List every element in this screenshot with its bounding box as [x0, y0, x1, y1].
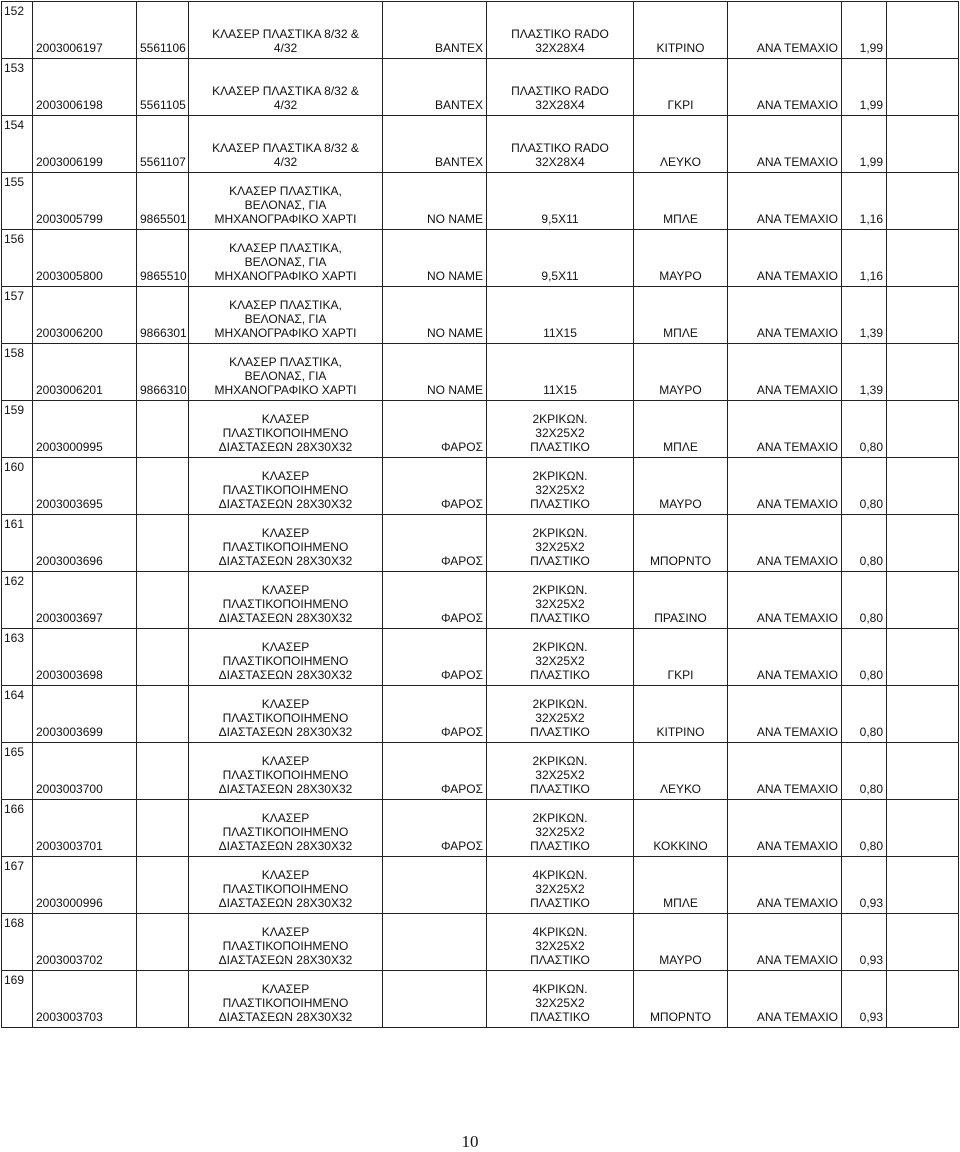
price-cell: 1,16 — [842, 230, 887, 287]
blank-cell — [887, 914, 959, 971]
ref-code-cell: 9865510 — [137, 230, 189, 287]
table-row — [2, 686, 959, 743]
brand-cell: ΦΑΡΟΣ — [383, 515, 487, 572]
unit-cell: ΑΝΑ ΤΕΜΑΧΙΟ — [728, 971, 842, 1028]
unit-cell: ΑΝΑ ΤΕΜΑΧΙΟ — [728, 686, 842, 743]
spec-cell: ΠΛΑΣΤΙΚΟ RADO 32Χ28Χ4 — [487, 59, 634, 116]
spec-cell: 9,5Χ11 — [487, 173, 634, 230]
blank-cell — [887, 2, 959, 59]
blank-cell — [887, 59, 959, 116]
unit-cell: ΑΝΑ ΤΕΜΑΧΙΟ — [728, 800, 842, 857]
spec-cell: 4ΚΡΙΚΩΝ. 32Χ25Χ2 ΠΛΑΣΤΙΚΟ — [487, 971, 634, 1028]
row-number-cell: 156 — [2, 230, 33, 287]
unit-cell: ΑΝΑ ΤΕΜΑΧΙΟ — [728, 515, 842, 572]
table-row — [2, 344, 959, 401]
color-cell: ΜΑΥΡΟ — [634, 230, 728, 287]
unit-cell: ΑΝΑ ΤΕΜΑΧΙΟ — [728, 116, 842, 173]
unit-cell: ΑΝΑ ΤΕΜΑΧΙΟ — [728, 743, 842, 800]
brand-cell: ΦΑΡΟΣ — [383, 629, 487, 686]
color-cell: ΛΕΥΚΟ — [634, 116, 728, 173]
spec-cell: 2ΚΡΙΚΩΝ. 32Χ25Χ2 ΠΛΑΣΤΙΚΟ — [487, 743, 634, 800]
row-number-cell: 158 — [2, 344, 33, 401]
table-row — [2, 173, 959, 230]
row-number-cell: 161 — [2, 515, 33, 572]
table-row — [2, 2, 959, 59]
table-row — [2, 971, 959, 1028]
spec-cell: 11Χ15 — [487, 287, 634, 344]
row-number-cell: 168 — [2, 914, 33, 971]
table-row — [2, 287, 959, 344]
table-row — [2, 458, 959, 515]
color-cell: ΛΕΥΚΟ — [634, 743, 728, 800]
table-row — [2, 230, 959, 287]
ref-code-cell — [137, 914, 189, 971]
blank-cell — [887, 515, 959, 572]
blank-cell — [887, 401, 959, 458]
code-cell: 2003003697 — [33, 572, 137, 629]
brand-cell: ΒΑΝΤΕΧ — [383, 59, 487, 116]
row-number-cell: 163 — [2, 629, 33, 686]
brand-cell: ΝΟ ΝΑΜΕ — [383, 287, 487, 344]
color-cell: ΜΠΟΡΝΤΟ — [634, 515, 728, 572]
ref-code-cell: 9865501 — [137, 173, 189, 230]
code-cell: 2003003695 — [33, 458, 137, 515]
price-cell: 0,93 — [842, 971, 887, 1028]
color-cell: ΜΑΥΡΟ — [634, 344, 728, 401]
color-cell: ΜΠΛΕ — [634, 287, 728, 344]
spec-cell: 11Χ15 — [487, 344, 634, 401]
code-cell: 2003003699 — [33, 686, 137, 743]
description-cell: ΚΛΑΣΕΡ ΠΛΑΣΤΙΚΟΠΟΙΗΜΕΝΟ ΔΙΑΣΤΑΣΕΩΝ 28Χ30Χ32 — [189, 971, 383, 1028]
ref-code-cell: 9866310 — [137, 344, 189, 401]
table-row — [2, 800, 959, 857]
spec-cell: ΠΛΑΣΤΙΚΟ RADO 32Χ28Χ4 — [487, 116, 634, 173]
row-number-cell: 164 — [2, 686, 33, 743]
ref-code-cell: 9866301 — [137, 287, 189, 344]
price-cell: 0,80 — [842, 401, 887, 458]
description-cell: ΚΛΑΣΕΡ ΠΛΑΣΤΙΚΟΠΟΙΗΜΕΝΟ ΔΙΑΣΤΑΣΕΩΝ 28Χ30Χ32 — [189, 401, 383, 458]
row-number-cell: 157 — [2, 287, 33, 344]
brand-cell: ΝΟ ΝΑΜΕ — [383, 173, 487, 230]
spec-cell: 9,5Χ11 — [487, 230, 634, 287]
ref-code-cell: 5561107 — [137, 116, 189, 173]
ref-code-cell — [137, 515, 189, 572]
spec-cell: 2ΚΡΙΚΩΝ. 32Χ25Χ2 ΠΛΑΣΤΙΚΟ — [487, 686, 634, 743]
price-cell: 0,93 — [842, 857, 887, 914]
ref-code-cell — [137, 743, 189, 800]
code-cell: 2003005800 — [33, 230, 137, 287]
table-row — [2, 59, 959, 116]
price-cell: 0,80 — [842, 572, 887, 629]
row-number-cell: 162 — [2, 572, 33, 629]
description-cell: ΚΛΑΣΕΡ ΠΛΑΣΤΙΚΑ 8/32 & 4/32 — [189, 59, 383, 116]
spec-cell: 2ΚΡΙΚΩΝ. 32Χ25Χ2 ΠΛΑΣΤΙΚΟ — [487, 800, 634, 857]
code-cell: 2003006200 — [33, 287, 137, 344]
price-cell: 0,80 — [842, 515, 887, 572]
blank-cell — [887, 743, 959, 800]
ref-code-cell: 5561105 — [137, 59, 189, 116]
code-cell: 2003006201 — [33, 344, 137, 401]
blank-cell — [887, 116, 959, 173]
code-cell: 2003003702 — [33, 914, 137, 971]
spec-cell: 2ΚΡΙΚΩΝ. 32Χ25Χ2 ΠΛΑΣΤΙΚΟ — [487, 401, 634, 458]
product-table — [1, 1, 959, 1028]
brand-cell: ΦΑΡΟΣ — [383, 743, 487, 800]
price-cell: 0,80 — [842, 800, 887, 857]
table-row — [2, 572, 959, 629]
price-cell: 0,80 — [842, 629, 887, 686]
table-row — [2, 914, 959, 971]
brand-cell: ΦΑΡΟΣ — [383, 401, 487, 458]
description-cell: ΚΛΑΣΕΡ ΠΛΑΣΤΙΚΟΠΟΙΗΜΕΝΟ ΔΙΑΣΤΑΣΕΩΝ 28Χ30Χ32 — [189, 686, 383, 743]
description-cell: ΚΛΑΣΕΡ ΠΛΑΣΤΙΚΟΠΟΙΗΜΕΝΟ ΔΙΑΣΤΑΣΕΩΝ 28Χ30Χ32 — [189, 572, 383, 629]
table-row — [2, 515, 959, 572]
blank-cell — [887, 971, 959, 1028]
brand-cell: ΝΟ ΝΑΜΕ — [383, 230, 487, 287]
brand-cell: ΒΑΝΤΕΧ — [383, 2, 487, 59]
blank-cell — [887, 629, 959, 686]
ref-code-cell — [137, 686, 189, 743]
description-cell: ΚΛΑΣΕΡ ΠΛΑΣΤΙΚΟΠΟΙΗΜΕΝΟ ΔΙΑΣΤΑΣΕΩΝ 28Χ30Χ32 — [189, 743, 383, 800]
description-cell: ΚΛΑΣΕΡ ΠΛΑΣΤΙΚΟΠΟΙΗΜΕΝΟ ΔΙΑΣΤΑΣΕΩΝ 28Χ30Χ32 — [189, 800, 383, 857]
brand-cell — [383, 971, 487, 1028]
blank-cell — [887, 686, 959, 743]
blank-cell — [887, 344, 959, 401]
color-cell: ΜΑΥΡΟ — [634, 914, 728, 971]
code-cell: 2003003696 — [33, 515, 137, 572]
spec-cell: 2ΚΡΙΚΩΝ. 32Χ25Χ2 ΠΛΑΣΤΙΚΟ — [487, 629, 634, 686]
description-cell: ΚΛΑΣΕΡ ΠΛΑΣΤΙΚΑ, ΒΕΛΟΝΑΣ, ΓΙΑ ΜΗΧΑΝΟΓΡΑΦΙΚΟ ΧΑΡΤΙ — [189, 173, 383, 230]
row-number-cell: 166 — [2, 800, 33, 857]
code-cell: 2003003701 — [33, 800, 137, 857]
price-cell: 1,16 — [842, 173, 887, 230]
brand-cell: ΝΟ ΝΑΜΕ — [383, 344, 487, 401]
ref-code-cell — [137, 629, 189, 686]
code-cell: 2003003703 — [33, 971, 137, 1028]
ref-code-cell — [137, 458, 189, 515]
color-cell: ΜΠΛΕ — [634, 173, 728, 230]
description-cell: ΚΛΑΣΕΡ ΠΛΑΣΤΙΚΟΠΟΙΗΜΕΝΟ ΔΙΑΣΤΑΣΕΩΝ 28Χ30Χ32 — [189, 914, 383, 971]
code-cell: 2003006199 — [33, 116, 137, 173]
color-cell: ΚΟΚΚΙΝΟ — [634, 800, 728, 857]
page-number: 10 — [461, 1132, 479, 1151]
code-cell: 2003003698 — [33, 629, 137, 686]
brand-cell — [383, 914, 487, 971]
unit-cell: ΑΝΑ ΤΕΜΑΧΙΟ — [728, 2, 842, 59]
spec-cell: 4ΚΡΙΚΩΝ. 32Χ25Χ2 ΠΛΑΣΤΙΚΟ — [487, 914, 634, 971]
row-number-cell: 167 — [2, 857, 33, 914]
blank-cell — [887, 572, 959, 629]
price-cell: 1,99 — [842, 116, 887, 173]
table-row — [2, 857, 959, 914]
description-cell: ΚΛΑΣΕΡ ΠΛΑΣΤΙΚΟΠΟΙΗΜΕΝΟ ΔΙΑΣΤΑΣΕΩΝ 28Χ30Χ32 — [189, 629, 383, 686]
description-cell: ΚΛΑΣΕΡ ΠΛΑΣΤΙΚΟΠΟΙΗΜΕΝΟ ΔΙΑΣΤΑΣΕΩΝ 28Χ30Χ32 — [189, 515, 383, 572]
spec-cell: 2ΚΡΙΚΩΝ. 32Χ25Χ2 ΠΛΑΣΤΙΚΟ — [487, 572, 634, 629]
color-cell: ΠΡΑΣΙΝΟ — [634, 572, 728, 629]
price-cell: 0,93 — [842, 914, 887, 971]
unit-cell: ΑΝΑ ΤΕΜΑΧΙΟ — [728, 173, 842, 230]
price-cell: 0,80 — [842, 458, 887, 515]
unit-cell: ΑΝΑ ΤΕΜΑΧΙΟ — [728, 458, 842, 515]
table-row — [2, 743, 959, 800]
code-cell: 2003000995 — [33, 401, 137, 458]
unit-cell: ΑΝΑ ΤΕΜΑΧΙΟ — [728, 287, 842, 344]
color-cell: ΜΠΛΕ — [634, 401, 728, 458]
code-cell: 2003006197 — [33, 2, 137, 59]
brand-cell — [383, 857, 487, 914]
ref-code-cell — [137, 857, 189, 914]
ref-code-cell: 5561106 — [137, 2, 189, 59]
price-cell: 1,39 — [842, 287, 887, 344]
row-number-cell: 152 — [2, 2, 33, 59]
brand-cell: ΦΑΡΟΣ — [383, 458, 487, 515]
brand-cell: ΒΑΝΤΕΧ — [383, 116, 487, 173]
table-row — [2, 401, 959, 458]
product-table-body — [2, 2, 959, 1028]
brand-cell: ΦΑΡΟΣ — [383, 686, 487, 743]
brand-cell: ΦΑΡΟΣ — [383, 800, 487, 857]
table-row — [2, 629, 959, 686]
color-cell: ΓΚΡΙ — [634, 629, 728, 686]
price-cell: 0,80 — [842, 686, 887, 743]
description-cell: ΚΛΑΣΕΡ ΠΛΑΣΤΙΚΟΠΟΙΗΜΕΝΟ ΔΙΑΣΤΑΣΕΩΝ 28Χ30Χ32 — [189, 857, 383, 914]
spec-cell: 2ΚΡΙΚΩΝ. 32Χ25Χ2 ΠΛΑΣΤΙΚΟ — [487, 515, 634, 572]
unit-cell: ΑΝΑ ΤΕΜΑΧΙΟ — [728, 59, 842, 116]
spec-cell: 4ΚΡΙΚΩΝ. 32Χ25Χ2 ΠΛΑΣΤΙΚΟ — [487, 857, 634, 914]
code-cell: 2003005799 — [33, 173, 137, 230]
price-cell: 1,99 — [842, 59, 887, 116]
ref-code-cell — [137, 572, 189, 629]
unit-cell: ΑΝΑ ΤΕΜΑΧΙΟ — [728, 629, 842, 686]
row-number-cell: 159 — [2, 401, 33, 458]
color-cell: ΓΚΡΙ — [634, 59, 728, 116]
unit-cell: ΑΝΑ ΤΕΜΑΧΙΟ — [728, 572, 842, 629]
ref-code-cell — [137, 971, 189, 1028]
ref-code-cell — [137, 401, 189, 458]
blank-cell — [887, 173, 959, 230]
description-cell: ΚΛΑΣΕΡ ΠΛΑΣΤΙΚΟΠΟΙΗΜΕΝΟ ΔΙΑΣΤΑΣΕΩΝ 28Χ30Χ32 — [189, 458, 383, 515]
color-cell: ΜΠΟΡΝΤΟ — [634, 971, 728, 1028]
blank-cell — [887, 458, 959, 515]
code-cell: 2003000996 — [33, 857, 137, 914]
description-cell: ΚΛΑΣΕΡ ΠΛΑΣΤΙΚΑ, ΒΕΛΟΝΑΣ, ΓΙΑ ΜΗΧΑΝΟΓΡΑΦΙΚΟ ΧΑΡΤΙ — [189, 230, 383, 287]
color-cell: ΜΑΥΡΟ — [634, 458, 728, 515]
blank-cell — [887, 800, 959, 857]
spec-cell: 2ΚΡΙΚΩΝ. 32Χ25Χ2 ΠΛΑΣΤΙΚΟ — [487, 458, 634, 515]
unit-cell: ΑΝΑ ΤΕΜΑΧΙΟ — [728, 914, 842, 971]
blank-cell — [887, 287, 959, 344]
description-cell: ΚΛΑΣΕΡ ΠΛΑΣΤΙΚΑ, ΒΕΛΟΝΑΣ, ΓΙΑ ΜΗΧΑΝΟΓΡΑΦΙΚΟ ΧΑΡΤΙ — [189, 287, 383, 344]
brand-cell: ΦΑΡΟΣ — [383, 572, 487, 629]
color-cell: ΚΙΤΡΙΝΟ — [634, 686, 728, 743]
table-row — [2, 116, 959, 173]
unit-cell: ΑΝΑ ΤΕΜΑΧΙΟ — [728, 230, 842, 287]
price-cell: 1,39 — [842, 344, 887, 401]
row-number-cell: 165 — [2, 743, 33, 800]
ref-code-cell — [137, 800, 189, 857]
description-cell: ΚΛΑΣΕΡ ΠΛΑΣΤΙΚΑ 8/32 & 4/32 — [189, 2, 383, 59]
code-cell: 2003006198 — [33, 59, 137, 116]
row-number-cell: 160 — [2, 458, 33, 515]
price-cell: 1,99 — [842, 2, 887, 59]
unit-cell: ΑΝΑ ΤΕΜΑΧΙΟ — [728, 857, 842, 914]
spec-cell: ΠΛΑΣΤΙΚΟ RADO 32Χ28Χ4 — [487, 2, 634, 59]
unit-cell: ΑΝΑ ΤΕΜΑΧΙΟ — [728, 344, 842, 401]
description-cell: ΚΛΑΣΕΡ ΠΛΑΣΤΙΚΑ, ΒΕΛΟΝΑΣ, ΓΙΑ ΜΗΧΑΝΟΓΡΑΦΙΚΟ ΧΑΡΤΙ — [189, 344, 383, 401]
row-number-cell: 153 — [2, 59, 33, 116]
unit-cell: ΑΝΑ ΤΕΜΑΧΙΟ — [728, 401, 842, 458]
code-cell: 2003003700 — [33, 743, 137, 800]
row-number-cell: 154 — [2, 116, 33, 173]
row-number-cell: 169 — [2, 971, 33, 1028]
blank-cell — [887, 857, 959, 914]
price-cell: 0,80 — [842, 743, 887, 800]
blank-cell — [887, 230, 959, 287]
color-cell: ΜΠΛΕ — [634, 857, 728, 914]
row-number-cell: 155 — [2, 173, 33, 230]
color-cell: ΚΙΤΡΙΝΟ — [634, 2, 728, 59]
description-cell: ΚΛΑΣΕΡ ΠΛΑΣΤΙΚΑ 8/32 & 4/32 — [189, 116, 383, 173]
